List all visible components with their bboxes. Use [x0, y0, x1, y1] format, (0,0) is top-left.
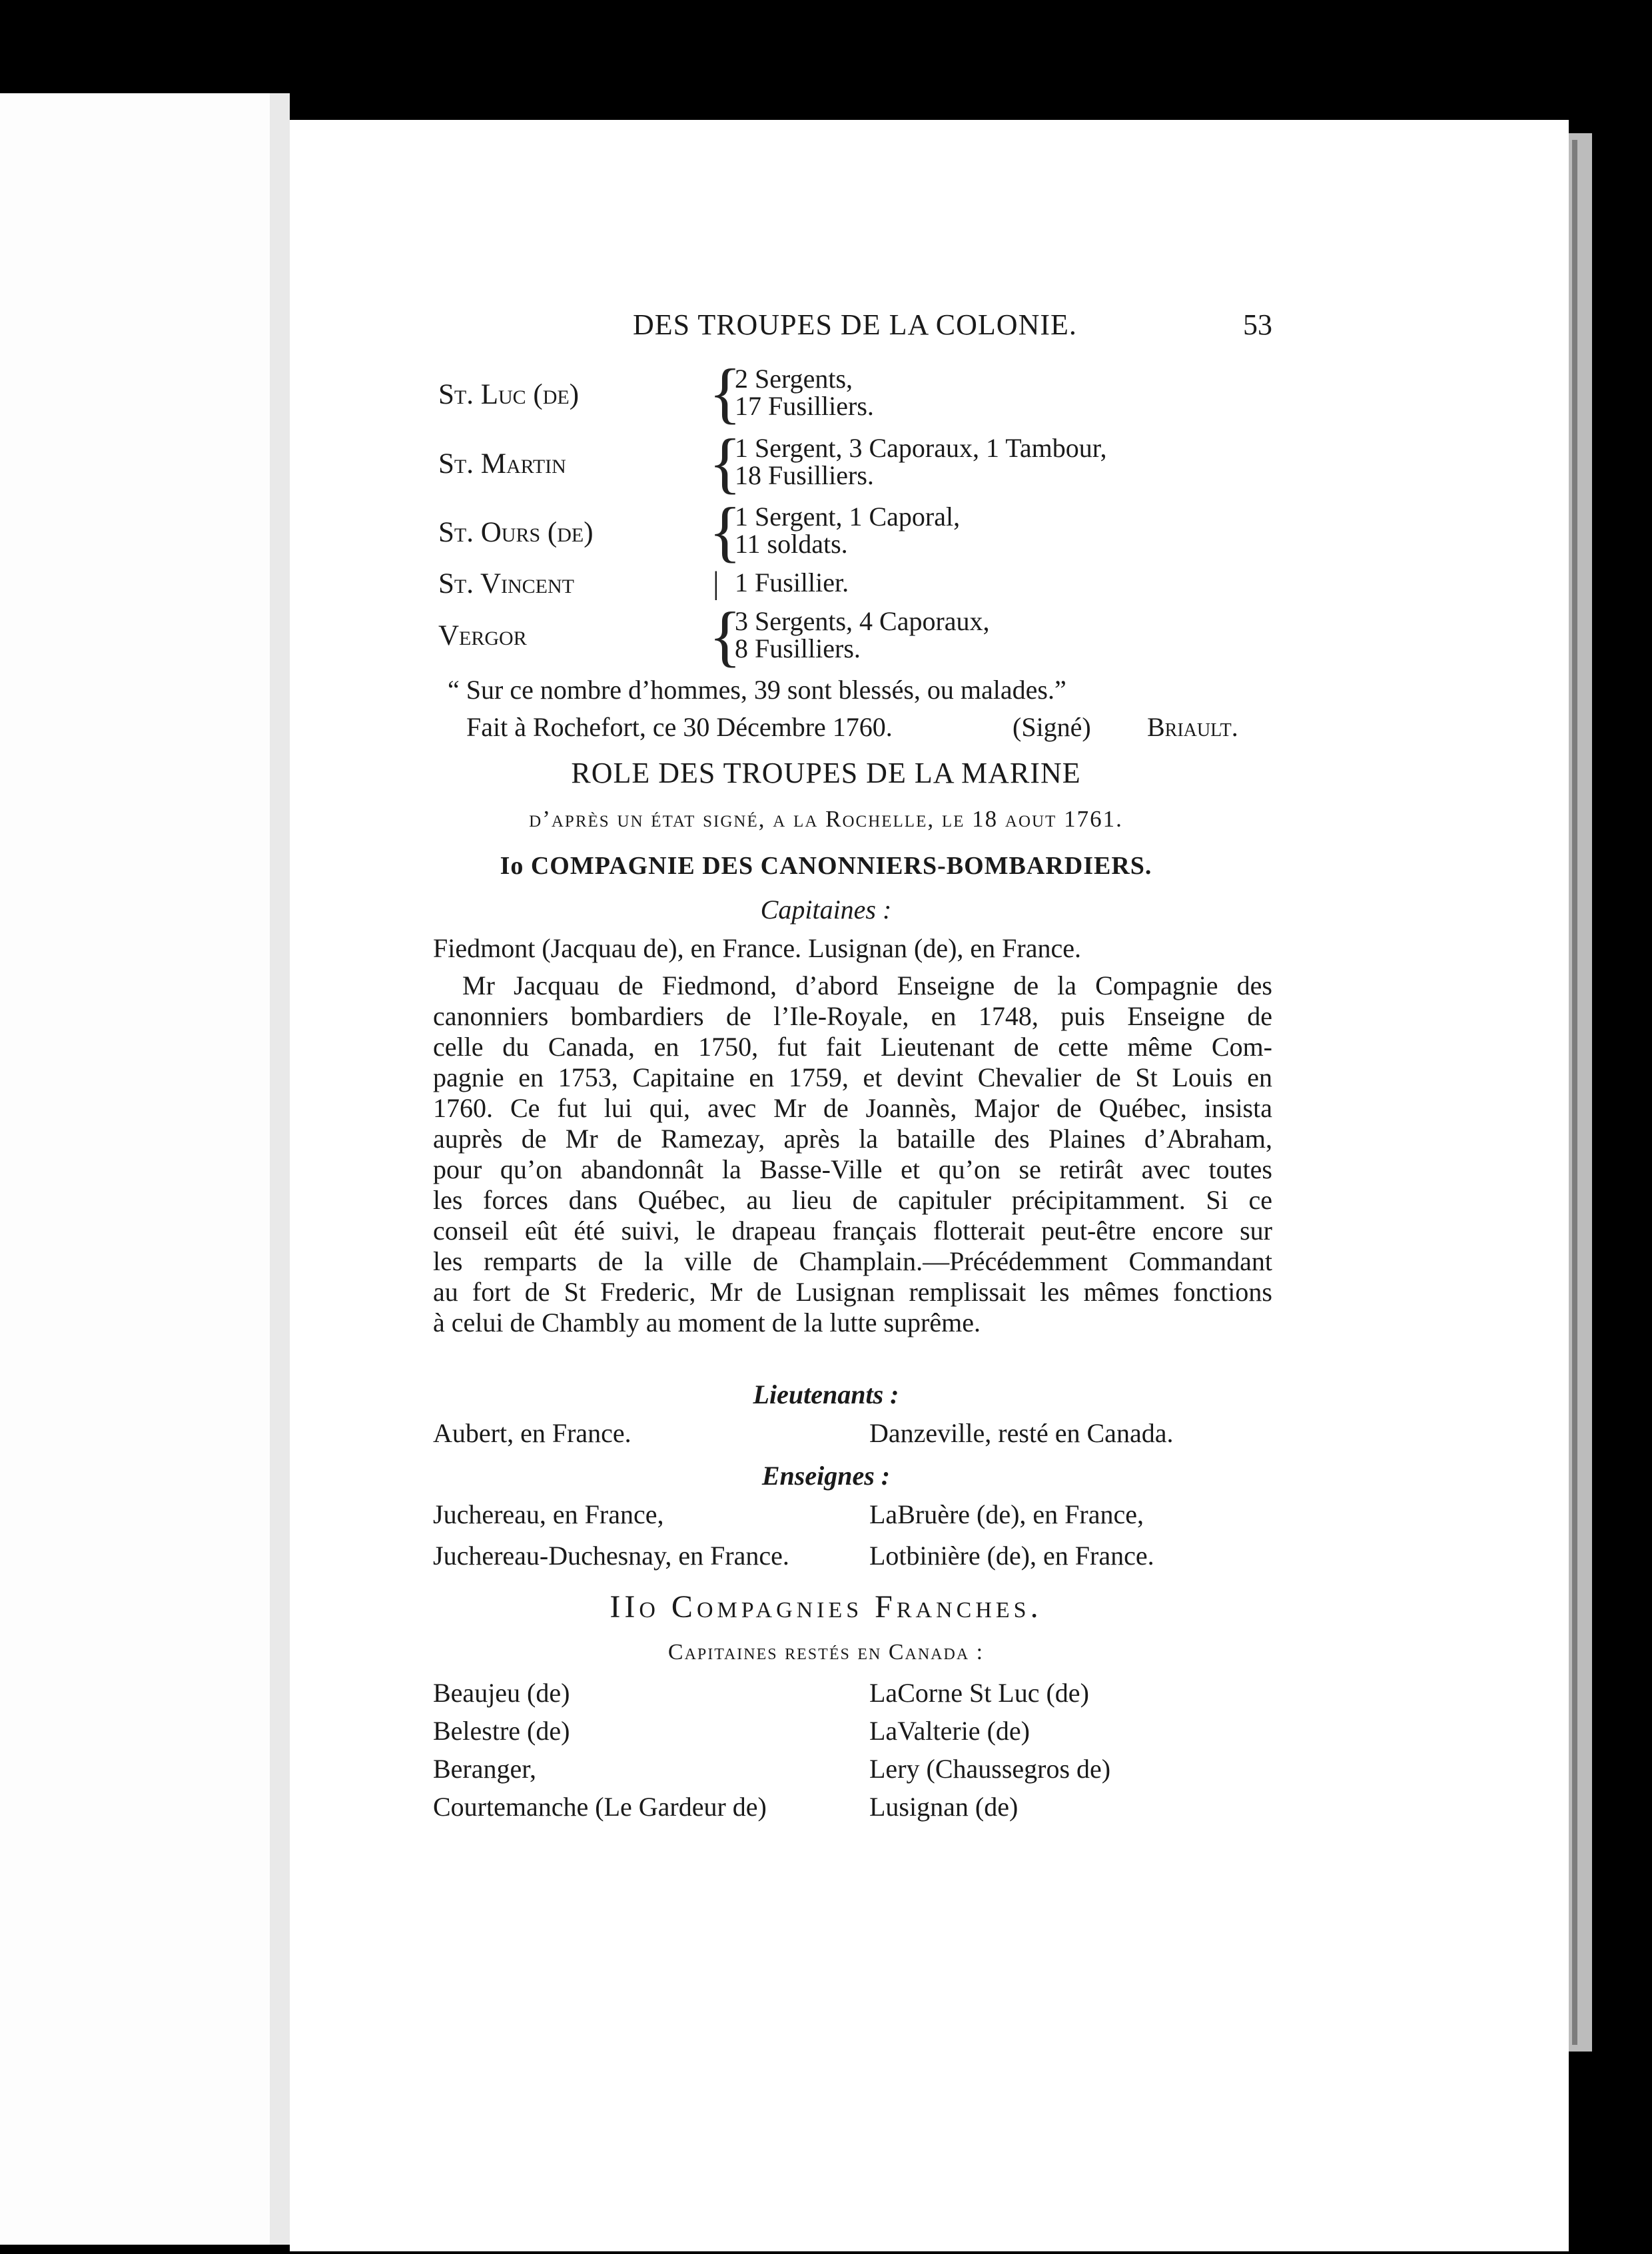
section2-subheading: Capitaines restés en Canada :: [667, 1640, 985, 1665]
lieutenants-heading: Lieutenants :: [753, 1379, 899, 1409]
captain-entry: Belestre (de): [433, 1716, 570, 1746]
paragraph-line: au fort de St Frederic, Mr de Lusignan remplissait les mêmes fonctions: [433, 1277, 1272, 1307]
section1-title: Io COMPAGNIE DES CANONNIERS-BOMBARDIERS.: [500, 852, 1152, 880]
captain-entry: Beaujeu (de): [433, 1678, 570, 1708]
enseigne-entry: Juchereau, en France,: [433, 1499, 664, 1529]
enseigne-entry: LaBruère (de), en France,: [869, 1499, 1144, 1529]
book-gutter: [270, 93, 290, 2245]
roster-name: St. Luc (de): [438, 379, 580, 410]
roster-detail: 3 Sergents, 4 Caporaux,: [735, 606, 990, 636]
brace-mark: {: [709, 426, 741, 501]
role-title: ROLE DES TROUPES DE LA MARINE: [571, 757, 1081, 789]
lieutenant-entry: Danzeville, resté en Canada.: [869, 1418, 1174, 1448]
paragraph-line: pour qu’on abandonnât la Basse-Ville et qu’on se retirât avec toutes: [433, 1154, 1272, 1184]
enseigne-entry: Juchereau-Duchesnay, en France.: [433, 1541, 789, 1571]
page-number: 53: [1243, 308, 1272, 341]
captain-entry: Lusignan (de): [869, 1792, 1019, 1822]
signature-signed: (Signé): [1013, 712, 1091, 742]
page-edge-shadow: [1572, 140, 1577, 2045]
paragraph-line: à celui de Chambly au moment de la lutte suprême.: [433, 1308, 981, 1337]
paragraph-line: auprès de Mr de Ramezay, après la bataille des Plaines d’Abraham,: [433, 1124, 1272, 1154]
roster-detail: 1 Sergent, 3 Caporaux, 1 Tambour,: [735, 433, 1107, 463]
paragraph-line: celle du Canada, en 1750, fut fait Lieutenant de cette même Com-: [433, 1032, 1272, 1062]
paragraph-line: pagnie en 1753, Capitaine en 1759, et devint Chevalier de St Louis en: [433, 1062, 1272, 1092]
roster-detail: 8 Fusilliers.: [735, 633, 861, 663]
quote: “ Sur ce nombre d’hommes, 39 sont blessés, ou malades.”: [448, 675, 1066, 705]
paragraph-line: les remparts de la ville de Champlain.—Précédemment Commandant: [433, 1246, 1272, 1276]
roster-detail: 1 Fusillier.: [735, 567, 849, 597]
roster-detail: 11 soldats.: [735, 529, 848, 559]
captain-entry: Beranger,: [433, 1754, 536, 1784]
paragraph-line: 1760. Ce fut lui qui, avec Mr de Joannès, Major de Québec, insista: [433, 1093, 1272, 1123]
roster-name: St. Vincent: [438, 568, 574, 599]
enseigne-entry: Lotbinière (de), en France.: [869, 1541, 1154, 1571]
roster-detail: 17 Fusilliers.: [735, 391, 874, 421]
brace-mark: {: [709, 494, 741, 569]
facing-page: [0, 93, 270, 2245]
running-title: DES TROUPES DE LA COLONIE.: [633, 308, 1077, 341]
paragraph-line: les forces dans Québec, au lieu de capituler précipitamment. Si ce: [433, 1185, 1272, 1215]
captain-entry: Courtemanche (Le Gardeur de): [433, 1792, 767, 1822]
brace-mark: {: [709, 599, 741, 674]
enseignes-heading: Enseignes :: [761, 1461, 891, 1491]
roster-detail: 2 Sergents,: [735, 364, 853, 394]
roster-name: St. Martin: [438, 448, 566, 480]
roster-name: St. Ours (de): [438, 517, 594, 548]
signature-name: Briault.: [1147, 712, 1238, 742]
captain-entry: Lery (Chaussegros de): [869, 1754, 1111, 1784]
captain-entry: LaValterie (de): [869, 1716, 1030, 1746]
capitaines-heading: Capitaines :: [760, 895, 892, 925]
lieutenant-entry: Aubert, en France.: [433, 1418, 631, 1448]
biography-paragraph: [433, 970, 1272, 1338]
captain-entry: LaCorne St Luc (de): [869, 1678, 1089, 1708]
section2-title: IIo Compagnies Franches.: [610, 1589, 1042, 1625]
bar-mark: |: [713, 565, 719, 601]
paragraph-line: conseil eût été suivi, le drapeau français flotterait peut-être encore sur: [433, 1216, 1272, 1246]
roster-detail: 18 Fusilliers.: [735, 460, 874, 490]
paragraph-line: Mr Jacquau de Fiedmond, d’abord Enseigne de la Compagnie des: [462, 970, 1272, 1000]
brace-mark: {: [709, 356, 741, 431]
signature-place-date: Fait à Rochefort, ce 30 Décembre 1760.: [466, 712, 893, 742]
capitaines-line: Fiedmont (Jacquau de), en France. Lusignan (de), en France.: [433, 933, 1081, 963]
roster-detail: 1 Sergent, 1 Caporal,: [735, 502, 961, 532]
paragraph-line: canonniers bombardiers de l’Ile-Royale, en 1748, puis Enseigne de: [433, 1001, 1272, 1031]
role-subtitle: d’après un état signé, a la Rochelle, le 18 aout 1761.: [529, 806, 1123, 832]
roster-name: Vergor: [438, 620, 527, 651]
